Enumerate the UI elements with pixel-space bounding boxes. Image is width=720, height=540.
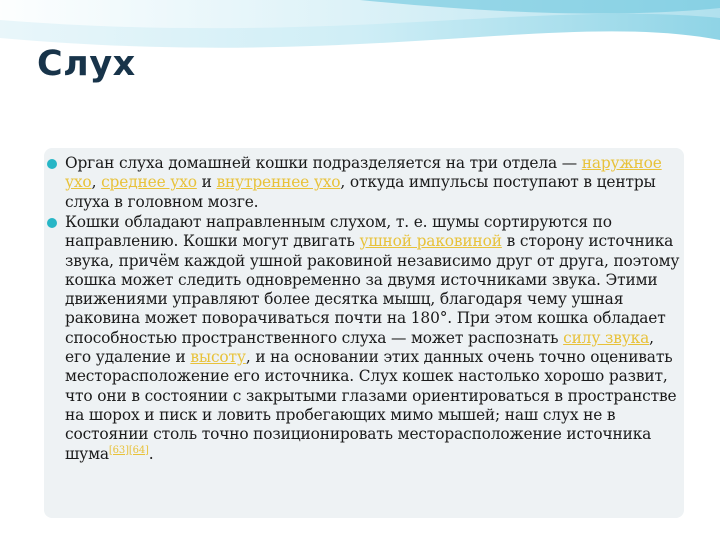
bullet-paragraph-1 — [65, 154, 680, 212]
text: в сторону источника звука, причём каждой ушной раковиной независимо друг от друга, поэтому кошка может следить одновременно за двумя источниками звука. Этими движениями управляют более десятка мышц, благодаря чему ушная раковина может поворачиваться почти на 180°. При этом кошка обладает способностью пространственного слуха — может распознать — [65, 232, 680, 347]
link-inner-ear[interactable]: внутреннее ухо — [216, 173, 341, 192]
reference-link[interactable]: [63][64] — [108, 444, 149, 456]
bullet-icon — [47, 218, 57, 228]
text: , — [91, 173, 102, 192]
text: Кошки обладают направленным слухом, т. е. шумы сортируются по направлению. Кошки могут двигать — [65, 213, 612, 251]
link-outer-ear[interactable]: наружное ухо — [65, 154, 662, 192]
text: Орган слуха домашней кошки подразделяется на три отдела — — [65, 154, 582, 172]
bullet-icon — [47, 159, 57, 169]
text: , его удаление и — [65, 328, 654, 367]
link-sound-strength[interactable]: силу звука — [563, 328, 650, 347]
link-auricle[interactable]: ушной раковиной — [359, 232, 502, 251]
text: , откуда импульсы поступают в центры слуха в головном мозге. — [65, 173, 656, 211]
text: и — [196, 173, 217, 192]
bullet-paragraph-2 — [65, 213, 680, 464]
text: . — [148, 444, 154, 463]
slide-title: Слух — [37, 44, 136, 84]
link-pitch[interactable]: высоту — [190, 348, 246, 367]
link-middle-ear[interactable]: среднее ухо — [101, 173, 197, 192]
text: , и на основании этих данных очень точно оценивать месторасположение его источника. Слух кошек настолько хорошо развит, что они в состоянии с закрытыми глазами ориентироваться в пространстве на шорох и писк и ловить пробегающих мимо мышей; наш слух не в состоянии столь точно позиционировать месторасположение источника шума — [65, 348, 677, 463]
